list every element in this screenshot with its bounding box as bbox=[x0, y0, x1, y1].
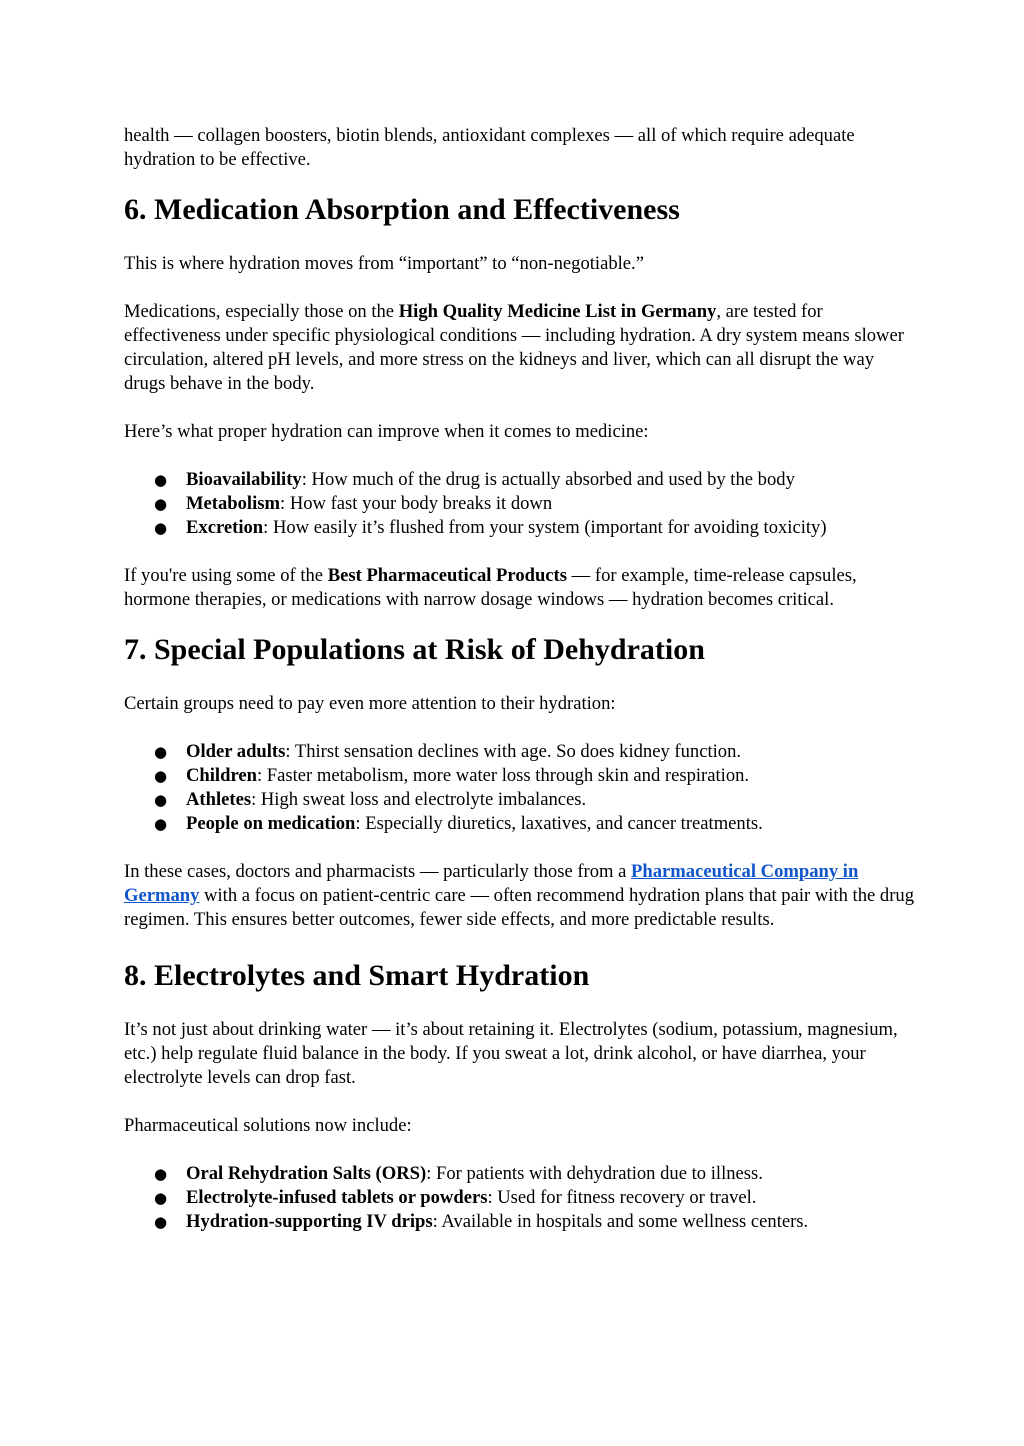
section-7-paragraph-1: Certain groups need to pay even more attention to their hydration: bbox=[124, 693, 616, 714]
bullet-icon: ● bbox=[154, 519, 168, 537]
highlight-medicine-list: High Quality Medicine List in Germany bbox=[398, 301, 717, 322]
list-item: ● People on medication: Especially diuretics, laxatives, and cancer treatments. bbox=[154, 813, 763, 834]
bullet-icon: ● bbox=[154, 495, 168, 513]
bullet-icon: ● bbox=[154, 1213, 168, 1231]
section-6-paragraph-1: This is where hydration moves from “important” to “non-negotiable.” bbox=[124, 253, 644, 274]
section-8-list bbox=[124, 1162, 914, 1234]
bullet-icon: ● bbox=[154, 743, 168, 761]
bullet-icon: ● bbox=[154, 471, 168, 489]
section-7-list bbox=[124, 740, 914, 836]
section-6-list bbox=[124, 468, 914, 540]
list-item: ● Metabolism: How fast your body breaks it down bbox=[154, 493, 553, 514]
bullet-icon: ● bbox=[154, 1189, 168, 1207]
list-item: ● Athletes: High sweat loss and electrolyte imbalances. bbox=[154, 789, 587, 810]
section-6-paragraph-4: If you're using some of the Best Pharmaceutical Products — for example, time-release capsules, hormone therapies, or medications with narrow dosage windows — hydration becomes critical. bbox=[124, 565, 857, 610]
list-item: ● Excretion: How easily it’s flushed from your system (important for avoiding toxicity) bbox=[154, 517, 827, 538]
document-page bbox=[124, 124, 914, 1234]
pharmaceutical-company-link[interactable]: Pharmaceutical Company in Germany bbox=[124, 861, 859, 906]
section-6-paragraph-3: Here’s what proper hydration can improve when it comes to medicine: bbox=[124, 421, 649, 442]
bullet-icon: ● bbox=[154, 767, 168, 785]
list-item: ● Hydration-supporting IV drips: Available in hospitals and some wellness centers. bbox=[154, 1211, 809, 1232]
section-7-heading: 7. Special Populations at Risk of Dehydration bbox=[124, 633, 705, 666]
list-item: ● Bioavailability: How much of the drug is actually absorbed and used by the body bbox=[154, 469, 795, 490]
section-7-paragraph-2: In these cases, doctors and pharmacists — particularly those from a Pharmaceutical Company in Germany with a focus on patient-centric care — often recommend hydration plans that pair with the drug regimen. This ensures better outcomes, fewer side effects, and more predictable results. bbox=[124, 861, 914, 930]
list-item: ● Older adults: Thirst sensation declines with age. So does kidney function. bbox=[154, 741, 742, 762]
bullet-icon: ● bbox=[154, 791, 168, 809]
list-item: ● Electrolyte-infused tablets or powders: Used for fitness recovery or travel. bbox=[154, 1187, 757, 1208]
highlight-best-products: Best Pharmaceutical Products bbox=[327, 565, 567, 586]
section-8-paragraph-1: It’s not just about drinking water — it’s about retaining it. Electrolytes (sodium, potassium, magnesium, etc.) help regulate fluid balance in the body. If you sweat a lot, drink alcohol, or have diarrhea, your electrolyte levels can drop fast. bbox=[124, 1019, 898, 1088]
section-8-paragraph-2: Pharmaceutical solutions now include: bbox=[124, 1115, 412, 1136]
section-6-paragraph-2: Medications, especially those on the High Quality Medicine List in Germany, are tested for effectiveness under specific physiological conditions — including hydration. A dry system means slower circulation, altered pH levels, and more stress on the kidneys and liver, which can all disrupt the way drugs behave in the body. bbox=[124, 301, 904, 394]
section-8-heading: 8. Electrolytes and Smart Hydration bbox=[124, 959, 590, 992]
section-6-heading: 6. Medication Absorption and Effectiveness bbox=[124, 193, 680, 226]
bullet-icon: ● bbox=[154, 1165, 168, 1183]
bullet-icon: ● bbox=[154, 815, 168, 833]
list-item: ● Children: Faster metabolism, more water loss through skin and respiration. bbox=[154, 765, 750, 786]
list-item: ● Oral Rehydration Salts (ORS): For patients with dehydration due to illness. bbox=[154, 1163, 763, 1184]
intro-paragraph: health — collagen boosters, biotin blends, antioxidant complexes — all of which require adequate hydration to be effective. bbox=[124, 125, 855, 170]
